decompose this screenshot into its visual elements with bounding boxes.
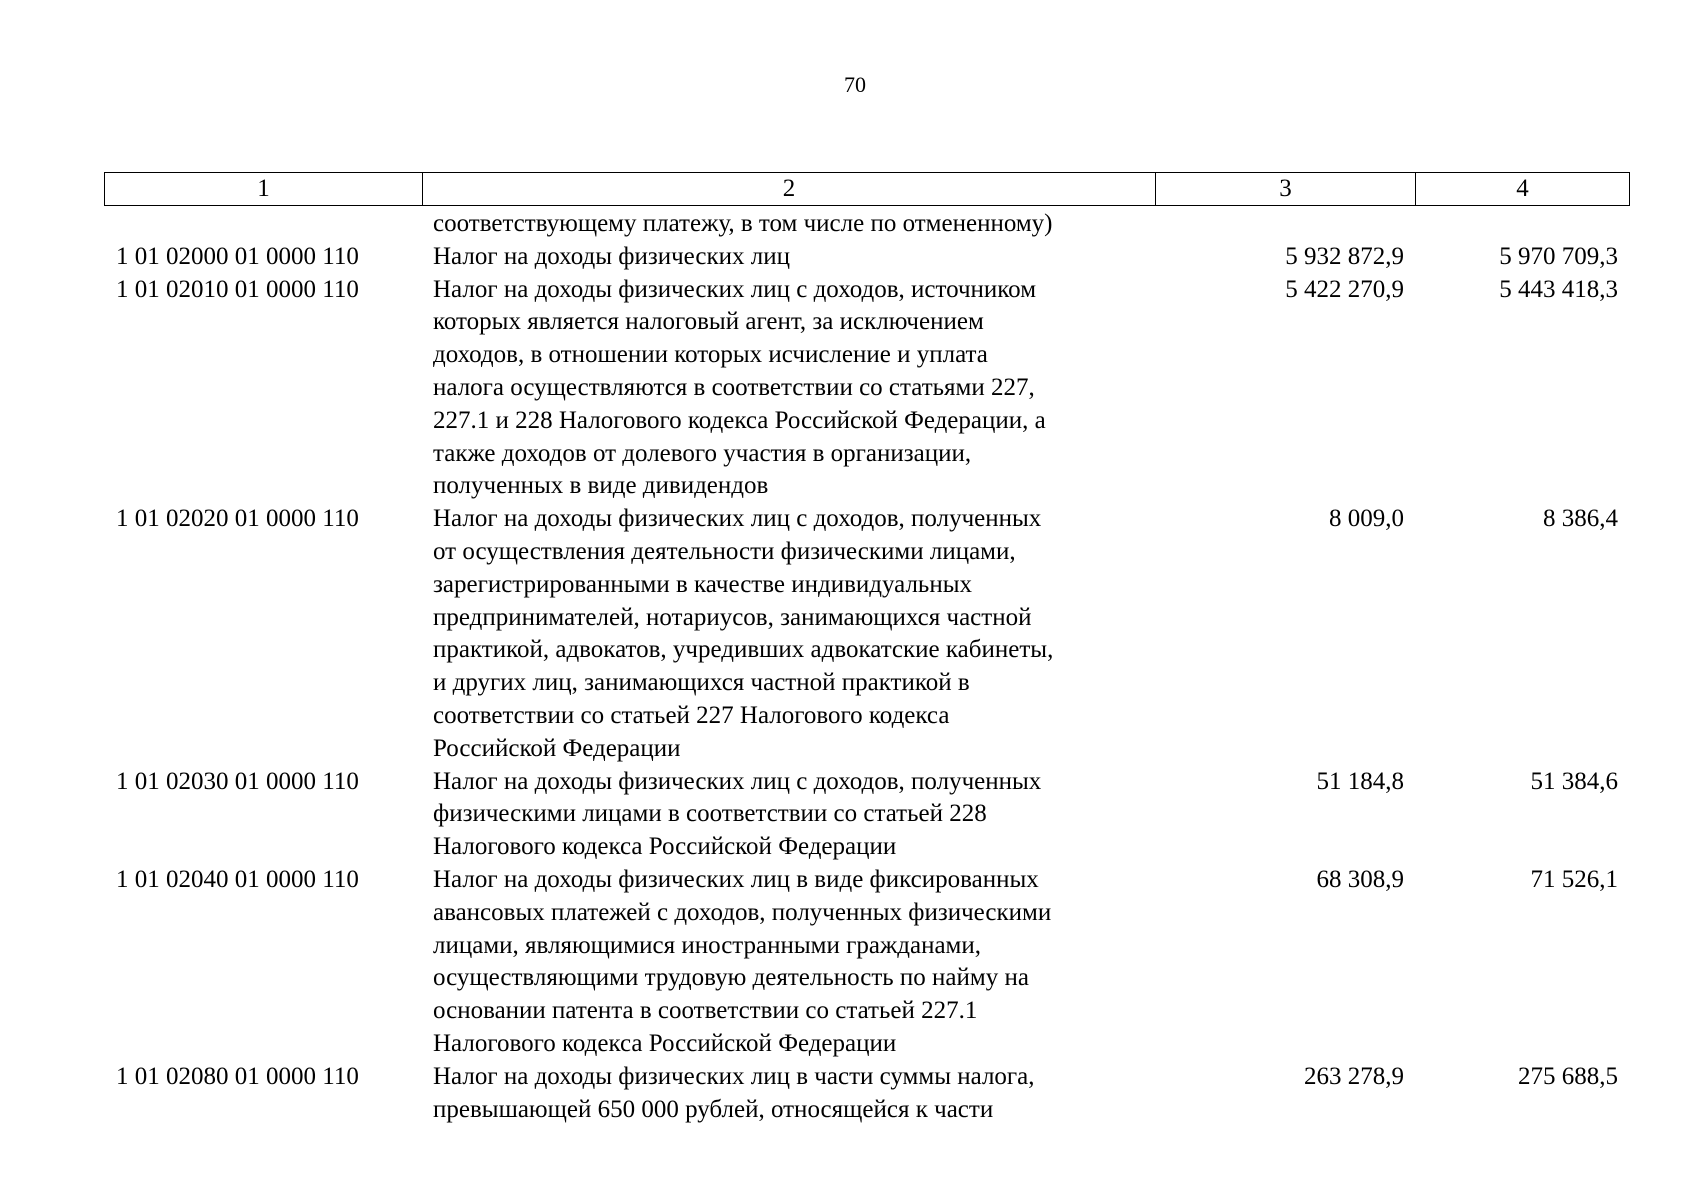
column-header-1: 1	[105, 173, 423, 206]
revenue-name-line: основании патента в соответствии со статьей 227.1	[433, 997, 978, 1025]
amount-col4: 8 386,4	[1543, 505, 1618, 533]
revenue-name-line: Налог на доходы физических лиц в виде фиксированных	[433, 865, 1039, 893]
budget-code	[104, 208, 422, 241]
amount-col3: 263 278,9	[1304, 1062, 1404, 1090]
amount-col4: 275 688,5	[1518, 1062, 1618, 1090]
table-row	[104, 241, 1629, 274]
revenue-name-line: доходов, в отношении которых исчисление и уплата	[433, 341, 988, 369]
revenue-name-line: превышающей 650 000 рублей, относящейся к части	[433, 1095, 994, 1123]
revenue-name-line: налога осуществляются в соответствии со статьями 227,	[433, 373, 1035, 401]
page-number: 70	[844, 72, 866, 97]
revenue-name-line: соответствии со статьей 227 Налогового кодекса	[433, 701, 950, 729]
revenue-table	[104, 208, 1629, 1126]
revenue-name-line: Налог на доходы физических лиц	[433, 242, 790, 270]
revenue-name-line: Налог на доходы физических лиц в части суммы налога,	[433, 1062, 1035, 1090]
revenue-name-line: практикой, адвокатов, учредивших адвокатские кабинеты,	[433, 636, 1054, 664]
revenue-name	[422, 241, 1155, 274]
revenue-name-line: также доходов от долевого участия в организации,	[433, 439, 972, 467]
revenue-name	[422, 208, 1155, 241]
revenue-name	[422, 864, 1155, 1061]
revenue-name	[422, 1061, 1155, 1127]
table-row	[104, 208, 1629, 241]
amount-col4: 5 970 709,3	[1499, 242, 1618, 270]
revenue-name-line: осуществляющими трудовую деятельность по найму на	[433, 964, 1029, 992]
amount-col4: 51 384,6	[1530, 767, 1618, 795]
amount-col4: 5 443 418,3	[1499, 275, 1618, 303]
revenue-name-line: 227.1 и 228 Налогового кодекса Российской Федерации, а	[433, 406, 1046, 434]
table-row	[104, 766, 1629, 864]
budget-code: 1 01 02030 01 0000 110	[116, 767, 359, 795]
revenue-name-line: лицами, являющимися иностранными гражданами,	[433, 931, 981, 959]
revenue-name	[422, 274, 1155, 504]
table-row	[104, 864, 1629, 1061]
column-header-4: 4	[1416, 173, 1630, 206]
table-row	[104, 274, 1629, 504]
budget-code: 1 01 02000 01 0000 110	[116, 242, 359, 270]
revenue-name-line: Налог на доходы физических лиц с доходов, полученных	[433, 505, 1042, 533]
budget-code: 1 01 02010 01 0000 110	[116, 275, 359, 303]
amount-col3: 51 184,8	[1316, 767, 1404, 795]
column-header-row	[105, 173, 1630, 206]
revenue-name-line: и других лиц, занимающихся частной практикой в	[433, 669, 970, 697]
revenue-name-line: Налогового кодекса Российской Федерации	[433, 1029, 897, 1057]
revenue-name-line: авансовых платежей с доходов, полученных физическими	[433, 898, 1052, 926]
revenue-name-line: Налог на доходы физических лиц с доходов, источником	[433, 275, 1037, 303]
revenue-table-body	[104, 208, 1629, 1126]
amount-col3: 68 308,9	[1316, 865, 1404, 893]
column-header-3: 3	[1156, 173, 1416, 206]
budget-code: 1 01 02040 01 0000 110	[116, 865, 359, 893]
column-header-2: 2	[423, 173, 1156, 206]
revenue-name-line: Российской Федерации	[433, 734, 681, 762]
amount-col3	[1155, 208, 1415, 241]
revenue-name-line: которых является налоговый агент, за исключением	[433, 308, 984, 336]
table-row	[104, 1061, 1629, 1127]
revenue-name-line: Налог на доходы физических лиц с доходов, полученных	[433, 767, 1042, 795]
table-row	[104, 503, 1629, 765]
amount-col3: 5 422 270,9	[1285, 275, 1404, 303]
amount-col4	[1415, 208, 1629, 241]
revenue-name-line: от осуществления деятельности физическими лицами,	[433, 537, 1016, 565]
revenue-name-line: зарегистрированными в качестве индивидуальных	[433, 570, 973, 598]
revenue-name	[422, 766, 1155, 864]
revenue-name-line: полученных в виде дивидендов	[433, 472, 769, 500]
budget-code: 1 01 02020 01 0000 110	[116, 505, 359, 533]
revenue-name-line: физическими лицами в соответствии со статьей 228	[433, 800, 987, 828]
amount-col4: 71 526,1	[1530, 865, 1618, 893]
revenue-name	[422, 503, 1155, 765]
column-header-table	[104, 172, 1630, 206]
revenue-name-line: соответствующему платежу, в том числе по отмененному)	[433, 210, 1053, 237]
amount-col3: 5 932 872,9	[1285, 242, 1404, 270]
amount-col3: 8 009,0	[1329, 505, 1404, 533]
budget-code: 1 01 02080 01 0000 110	[116, 1062, 359, 1090]
revenue-name-line: предпринимателей, нотариусов, занимающихся частной	[433, 603, 1032, 631]
revenue-name-line: Налогового кодекса Российской Федерации	[433, 833, 897, 861]
